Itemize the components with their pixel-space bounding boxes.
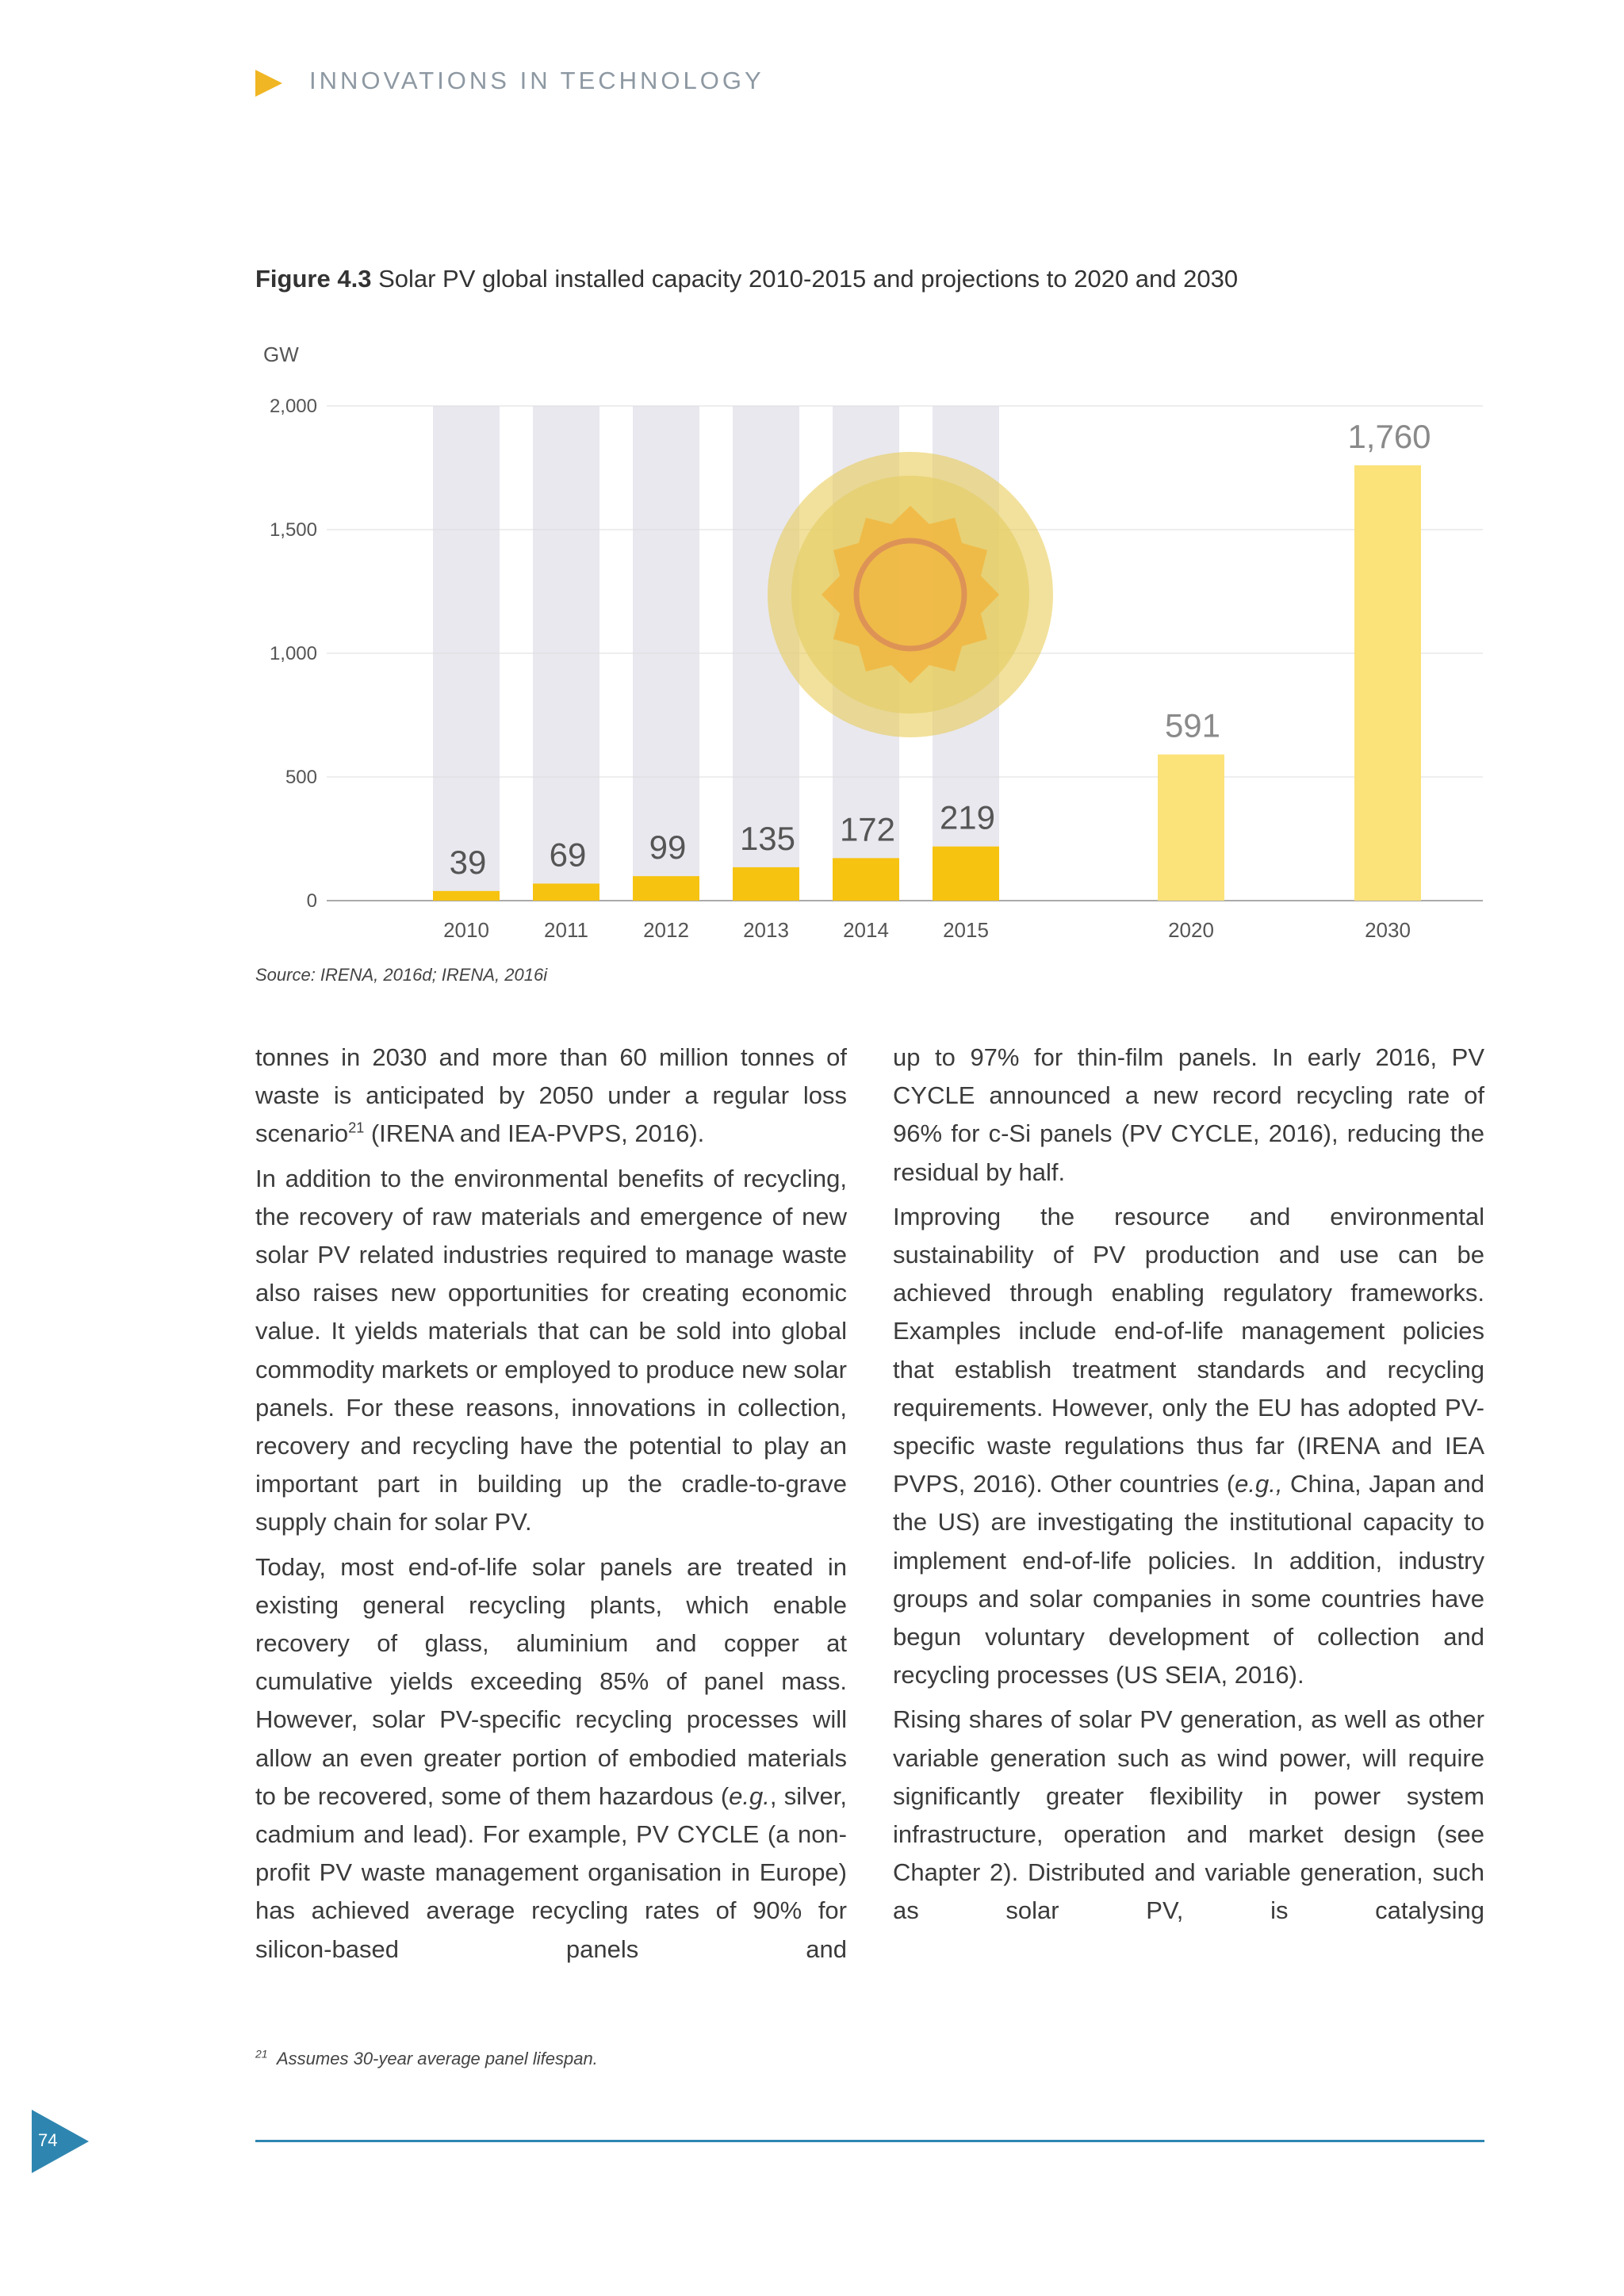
x-tick-label-2014: 2014 bbox=[843, 918, 889, 942]
x-tick-label-2011: 2011 bbox=[544, 918, 588, 942]
x-tick-label-2030: 2030 bbox=[1365, 918, 1411, 942]
bar-2015 bbox=[933, 847, 999, 901]
value-label-2010: 39 bbox=[449, 843, 487, 881]
page-number: 74 bbox=[38, 2130, 58, 2150]
bar-2012 bbox=[633, 876, 699, 901]
y-tick-label: 500 bbox=[285, 767, 317, 788]
bar-2011 bbox=[533, 883, 599, 901]
bar-2013 bbox=[733, 867, 799, 901]
left-column bbox=[255, 1039, 847, 1975]
right-paragraph-1: up to 97% for thin-film panels. In early 2016, PV CYCLE announced a new record recycling rate of 96% for c-Si panels (PV CYCLE, 2016), reducing the residual by half. bbox=[893, 1043, 1484, 1186]
y-axis-label: GW bbox=[263, 342, 299, 366]
figure-source: Source: IRENA, 2016d; IRENA, 2016i bbox=[255, 965, 548, 985]
value-label-2015: 219 bbox=[939, 798, 996, 836]
x-tick-label-2013: 2013 bbox=[743, 918, 789, 942]
right-column bbox=[893, 1039, 1484, 1937]
value-label-2030: 1,760 bbox=[1347, 417, 1431, 455]
x-tick-label-2010: 2010 bbox=[443, 918, 489, 942]
footnote-ref: 21 bbox=[348, 1120, 365, 1137]
figure-caption bbox=[255, 265, 1238, 293]
value-label-2012: 99 bbox=[649, 828, 687, 867]
x-tick-label-2012: 2012 bbox=[643, 918, 689, 942]
section-title: INNOVATIONS IN TECHNOLOGY bbox=[309, 67, 764, 94]
value-label-2013: 135 bbox=[739, 819, 796, 857]
y-tick-label: 2,000 bbox=[269, 396, 317, 417]
y-tick-label: 0 bbox=[306, 890, 317, 912]
y-tick-label: 1,500 bbox=[269, 519, 317, 541]
right-paragraph-3: Rising shares of solar PV generation, as well as other variable generation such as wind power, will require significantly greater flexibility in power system infrastructure, operation and market design (see Chapter 2). Distributed and variable generation, such as solar PV, is catalysing bbox=[893, 1705, 1484, 1925]
left-paragraph-3: Today, most end-of-life solar panels are treated in existing general recycling plants, which enable recovery of glass, aluminium and copper at cumulative yields exceeding 85% of panel mass. However, solar PV-specific recycling processes will allow an even greater portion of embodied materials to be recovered, some of them hazardous (e.g., silver, cadmium and lead). For example, PV CYCLE (a non-profit PV waste management organisation in Europe) has achieved average recycling rates of 90% for silicon-based panels and bbox=[255, 1552, 847, 1963]
bar-2010 bbox=[433, 891, 500, 901]
figure-caption-text: Solar PV global installed capacity 2010-2015 and projections to 2020 and 2030 bbox=[378, 265, 1239, 293]
footnote: $^{21}$ Assumes 30-year average panel lifespan. bbox=[255, 2047, 598, 2068]
value-label-2011: 69 bbox=[549, 836, 587, 874]
bar-2030 bbox=[1354, 465, 1421, 901]
left-paragraph-2: In addition to the environmental benefits of recycling, the recovery of raw materials and emergence of new solar PV related industries required to manage waste also raises new opportunities for creating economic value. It yields materials that can be sold into global commodity markets or employed to produce new solar panels. For these reasons, innovations in collection, recovery and recycling have the potential to play an important part in building up the cradle-to-grave supply chain for solar PV. bbox=[255, 1164, 847, 1536]
value-label-2014: 172 bbox=[839, 810, 896, 848]
bar-2020 bbox=[1158, 755, 1224, 901]
left-paragraph-1: tonnes in 2030 and more than 60 million tonnes of waste is anticipated by 2050 under a regular loss scenario$^{21}$ (IRENA and IEA-PVPS, 2016). bbox=[255, 1043, 847, 1148]
y-tick-label: 1,000 bbox=[269, 643, 317, 664]
bar-2014 bbox=[833, 858, 899, 901]
x-tick-label-2015: 2015 bbox=[943, 918, 989, 942]
figure-label: Figure 4.3 bbox=[255, 265, 372, 293]
value-label-2020: 591 bbox=[1164, 706, 1221, 744]
chart-svg bbox=[238, 333, 1491, 959]
footer-rule bbox=[255, 2140, 1484, 2142]
section-triangle-icon bbox=[255, 70, 282, 97]
right-paragraph-2: Improving the resource and environmental sustainability of PV production and use can be achieved through enabling regulatory frameworks. Examples include end-of-life management policies that establish treatment standards and recycling requirements. However, only the EU has adopted PV-specific waste regulations thus far (IRENA and IEA PVPS, 2016). Other countries (e.g., China, Japan and the US) are investigating the institutional capacity to implement end-of-life policies. In addition, industry groups and solar companies in some countries have begun voluntary development of collection and recycling processes (US SEIA, 2016). bbox=[893, 1202, 1484, 1689]
bar-chart bbox=[238, 333, 1491, 959]
x-tick-label-2020: 2020 bbox=[1168, 918, 1214, 942]
